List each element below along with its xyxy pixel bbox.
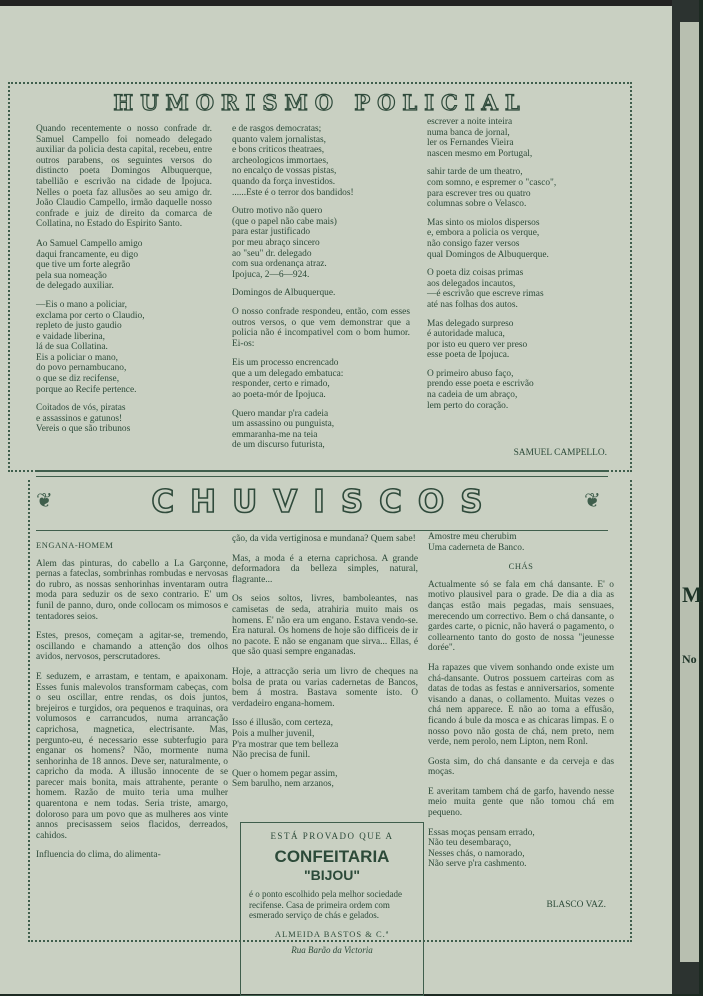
verse-line: ......Este é o terror dos bandidos! (232, 187, 354, 198)
paragraph: Ha rapazes que vivem sonhando onde existe um chá-dansante. Outros possuem carteiras com as datas de todas as festas e anniversarios, somente visando a danas, o collamento. Muitas vezes o chá nem apparece. E não ao toma a effusão, ficando á bule da mosca e as chicaras limpas. E o nosso povo não gosta de chá, nem preto, nem verde, nem perolo, nem Lipton, nem Ronl. (428, 662, 614, 748)
verse-line: e assassinos e gatunos! (36, 413, 123, 424)
verse-line: Não precisa de funil. (232, 750, 311, 761)
verse-line: no encalço de vossas pistas, (232, 166, 337, 177)
chuviscos-signature: BLASCO VAZ. (546, 900, 606, 910)
verse-stanza (427, 268, 607, 310)
paragraph: ção, da vida vertiginosa e mundana? Quem sabe! (232, 534, 416, 544)
adjacent-page-fragment-1: M (682, 582, 703, 607)
ad-name: CONFEITARIA (274, 847, 390, 866)
verse-line: Uma caderneta de Banco. (428, 542, 525, 553)
verse-line: esse poeta de Ipojuca. (427, 350, 510, 361)
verse-line: e, embora a policia os verque, (427, 228, 540, 239)
humorismo-title: HUMORISMO POLICIAL (113, 90, 527, 115)
adjacent-page-edge (680, 22, 703, 962)
verse-line: não consigo fazer versos (427, 238, 520, 249)
humorismo-column-3 (427, 117, 607, 419)
paragraph: Alem das pinturas, do cabello a La Garçonne, pernas a fateclas, sombrinhas rombudas e nervosas do rubro, as nossas senhorinhas inventaram outra moda para seduzir os de sexo contrario. E' um funil de panno, duro, onde collocam os mimosos e tentadores seios. (36, 558, 228, 622)
verse-line: ao poeta-mór de Ipojuca. (232, 390, 326, 401)
paragraph: E seduzem, e arrastam, e tentam, e apaixonam. Esses funis malevolos transformam cabeças, com o seu oscillar, entre rendas, os dois juntos, brejeiros e turgidos, ora pequenos e traquinas, ora volumosos e carrancudos, numa arrancação caprichosa, magnetica, electrisante. Mas, pergunto-eu, é necessario esse subterfugio para enganar os homens? Não, mormente numa senhorinha de 18 annos. Deve ser, naturalmente, o capricho da moda. A illusão innocente de se parecer mais bonita, mais attrahente, perante o homem. Razão de muito teria uma mulher quarentona e nem todas. Seria triste, amargo, doloroso para um povo que as mulheres aos vinte annos precisassem seios flacidos, derreados, cahidos. (36, 671, 228, 841)
verse-line: Ipojuca, 2—6—924. (232, 269, 310, 280)
chuviscos-title-rule (36, 530, 608, 531)
verse-line: Nesses chás, o namorado, (428, 848, 525, 859)
verse-stanza (427, 369, 607, 411)
verse-line: Quer o homem pegar assim, (232, 768, 338, 779)
verse-line: que a um delegado embatuca: (232, 368, 344, 379)
verse-line: quando da força investidos. (232, 176, 336, 187)
adjacent-page-fragment-2: No (682, 652, 697, 666)
chuviscos-column-2 (232, 534, 418, 798)
chuviscos-column-1 (36, 540, 228, 870)
verse-stanza (232, 358, 410, 400)
verse-line: repleto de justo gaudio (36, 321, 122, 332)
chuviscos-title: CHUVISCOS (151, 484, 499, 520)
verse-line: porque ao Recife pertence. (36, 384, 137, 395)
verse-line: columnas sobre o Velasco. (427, 199, 527, 210)
verse-line: O poeta diz coisas primas (427, 268, 524, 279)
verse-line: Pois a mulher juvenil, (232, 728, 315, 739)
verse-line: numa banca de jornal, (427, 127, 510, 138)
verse-line: Mas sinto os miolos dispersos (427, 217, 540, 228)
verse-line: com somno, e espremer o "casco", (427, 177, 557, 188)
chuviscos-top-rule-2 (36, 476, 608, 477)
verse-stanza (232, 206, 410, 280)
fleur-right-icon: ❦ (584, 490, 601, 512)
verse-line: Quero mandar p'ra cadeia (232, 408, 329, 419)
verse-line: o que se diz recifense, (36, 374, 120, 385)
paragraph: Gosta sim, do chá dansante e da cerveja e das moças. (428, 756, 614, 778)
verse-line: aos delegados incautos, (427, 278, 516, 289)
verse-line: e bons criticos theatraes, (232, 145, 325, 156)
verse-line: ler os Fernandes Vieira (427, 138, 514, 149)
verse-line: —Eis o mano a policiar, (36, 299, 128, 310)
verse-line: lem perto do coração. (427, 400, 509, 411)
verse-line: na cadeia de um abraço, (427, 390, 518, 401)
verse-stanza (427, 319, 607, 361)
verse-line: exclama por certo o Claudio, (36, 310, 145, 321)
paragraph: Estes, presos, começam a agitar-se, tremendo, oscillando e chamando a attenção dos olhos avidos, nervosos, perscrutadores. (36, 631, 228, 663)
verse-stanza (36, 300, 212, 395)
verse-line: responder, certo e rimado, (232, 379, 330, 390)
chuviscos-column-3 (428, 532, 614, 878)
verse-line: pela sua nomeação (36, 270, 107, 281)
verse-stanza (232, 718, 418, 760)
verse-line: até nas folhas dos autos. (427, 299, 518, 310)
verse-line: por isto eu quero ver preso (427, 339, 528, 350)
verse-line: Não teu desembaraço, (428, 838, 512, 849)
verse-stanza (36, 403, 212, 435)
verse-stanza (427, 117, 607, 159)
verse-stanza (427, 218, 607, 260)
verse-line: emmaranha-me na teia (232, 429, 318, 440)
ad-address: Rua Barão da Victoria (291, 944, 373, 955)
verse-line: escrever a noite inteira (427, 117, 513, 127)
verse-line: Amostre meu cherubim (428, 532, 517, 542)
verse-line: para escrever tres ou quatro (427, 188, 531, 199)
humorismo-signature: SAMUEL CAMPELLO. (513, 448, 607, 458)
verse-line: (que o papel não cabe mais) (232, 216, 337, 227)
verse-line: lá de sua Collatina. (36, 342, 108, 353)
fleur-left-icon: ❦ (36, 490, 53, 512)
paragraph: O nosso confrade respondeu, então, com esses outros versos, o que vem demonstrar que a policia não é incompativel com o bom humor. Ei-os: (232, 306, 410, 349)
verse-stanza (232, 769, 418, 790)
verse-line: Isso é illusão, com certeza, (232, 718, 334, 729)
humorismo-column-2 (232, 124, 410, 459)
column-heading: ENGANA-HOMEM (36, 540, 114, 550)
verse-stanza (232, 288, 410, 299)
paragraph: Mas, a moda é a eterna caprichosa. A grande deformadora da belleza simples, natural, flagrante... (232, 553, 418, 585)
verse-line: Eis a policiar o mano, (36, 352, 119, 363)
verse-stanza (427, 167, 607, 209)
ad-body: é o ponto escolhido pela melhor sociedade recifense. Casa de primeira ordem com esmerado serviço de chás e gelados. (249, 889, 402, 921)
verse-line: nascen mesmo em Portugal, (427, 148, 533, 159)
verse-line: P'ra mostrar que tem belleza (232, 739, 339, 750)
verse-line: quanto valem jornalistas, (232, 134, 326, 145)
verse-line: Mas delegado surpreso (427, 318, 514, 329)
verse-line: qual Domingos de Albuquerque. (427, 249, 549, 260)
verse-line: Não serve p'ra cashmento. (428, 859, 527, 870)
verse-line: —é escrivão que escreve rimas (427, 289, 544, 300)
verse-line: Vereis o que são tribunos (36, 424, 131, 435)
verse-line: que tive um forte alegrão (36, 260, 131, 271)
verse-line: Sem barulho, nem arzanos, (232, 779, 334, 790)
paragraph: Os seios soltos, livres, bamboleantes, nas camisetas de seda, atrahiria muito mais os homens. E' não era um engano. Estava vendo-se. Era natural. Os homens de hoje são difficeis de ir no pacote. E não se enganam que sirva... Ellas, é que são quasi sempre enganadas. (232, 594, 418, 658)
paragraph: Actualmente só se fala em chá dansante. E' o motivo plausivel para o grade. De dia a dia as danças estão mais pegadas, mais sensuaes, merecendo um correctivo. Bem o chá dansante, o gardes carte, o picnic, não haverá o pagamento, o collearnento tanto do gosto de nossa "jeunesse dorée". (428, 579, 614, 654)
verse-stanza (232, 124, 410, 198)
paragraph: Hoje, a attracção seria um livro de cheques na bolsa de prata ou varias cadernetas de Bancos, bem á mostra. Bastava somente isto. O verdadeiro engana-homem. (232, 666, 418, 709)
verse-line: do povo pernambucano, (36, 363, 127, 374)
confeitaria-bijou-ad (240, 822, 424, 996)
ad-headline: ESTÁ PROVADO QUE A (270, 831, 394, 841)
verse-stanza (232, 409, 410, 451)
verse-line: daqui francamente, eu digo (36, 249, 139, 260)
verse-line: Ao Samuel Campello amigo (36, 238, 143, 249)
verse-line: prendo esse poeta e escrivão (427, 379, 534, 390)
verse-line: e vaidade liberina, (36, 331, 105, 342)
verse-line: um assassino ou punguista, (232, 419, 335, 430)
verse-line: e de rasgos democratas; (232, 124, 322, 134)
verse-line: de um discurso futurista, (232, 440, 325, 451)
verse-stanza (428, 532, 614, 553)
verse-line: Eis um processo encrencado (232, 358, 339, 369)
verse-stanza (36, 239, 212, 292)
verse-line: Domingos de Albuquerque. (232, 288, 336, 299)
paragraph: Quando recentemente o nosso confrade dr. Samuel Campello foi nomeado delegado auxiliar da policia desta capital, recebeu, entre outros parabens, os seguintes versos do distincto poeta Domingos Albuquerque, tabellião e escrivão na cidade de Ipojuca. Nelles o poeta faz allusões ao seu amigo dr. João Claudio Campello, irmão daquelle nosso confrade e juiz de direito da comarca de Collatina, no Estado do Espirito Santo. (36, 124, 212, 230)
verse-line: para estar justificado (232, 227, 311, 238)
verse-line: Essas moças pensam errado, (428, 827, 535, 838)
verse-line: com sua ordenança atraz. (232, 259, 327, 270)
paragraph: Influencia do clima, do alimenta- (36, 850, 161, 861)
verse-stanza (428, 828, 614, 870)
verse-line: de delegado auxiliar. (36, 281, 114, 292)
verse-line: Outro motivo não quero (232, 206, 323, 217)
verse-line: O primeiro abuso faço, (427, 368, 514, 379)
column-heading: CHÁS (508, 561, 534, 572)
verse-line: sahir tarde de um theatro, (427, 167, 523, 178)
verse-line: por meu abraço sincero (232, 237, 320, 248)
ad-owner: ALMEIDA BASTOS & C.ª (274, 928, 390, 939)
verse-line: é autoridade maluca, (427, 329, 505, 340)
paragraph: E averitam tambem chá de garfo, havendo nesse meio muita gente que não tomou chá em pequeno. (428, 786, 614, 819)
ad-subname: "BIJOU" (303, 867, 361, 883)
verse-line: ao "seu" dr. delegado (232, 248, 312, 259)
verse-line: Coitados de vós, piratas (36, 403, 126, 414)
humorismo-column-1 (36, 124, 212, 443)
verse-line: archeologicos immortaes, (232, 155, 329, 166)
chuviscos-top-rule (36, 470, 608, 472)
